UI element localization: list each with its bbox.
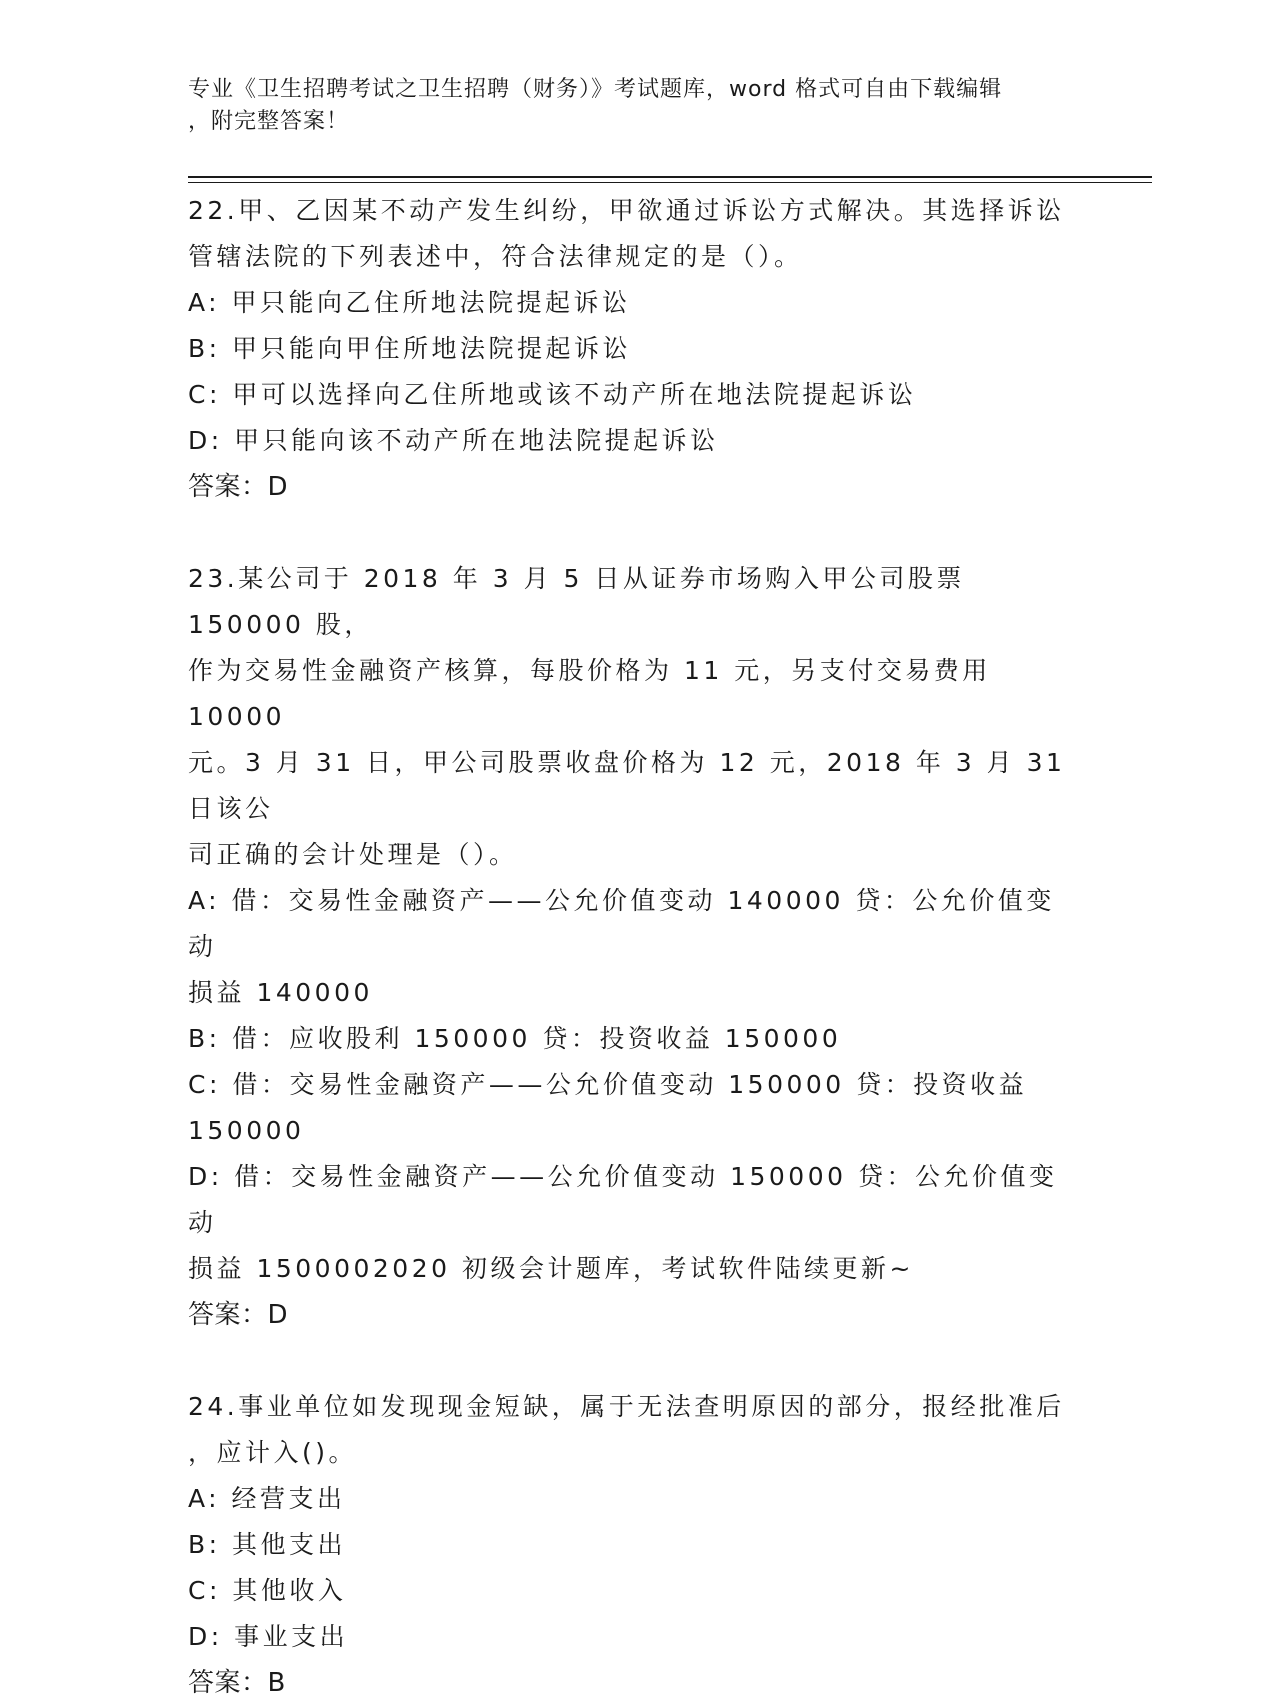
option-b: B: 其他支出 bbox=[188, 1530, 347, 1559]
header-divider-thick bbox=[188, 176, 1152, 178]
option-a: A: 经营支出 bbox=[188, 1484, 346, 1513]
header-title-line-2: ，附完整答案！ bbox=[188, 109, 350, 134]
question-stem-line: 23.某公司于 2018 年 3 月 5 日从证券市场购入甲公司股票 150000 股， bbox=[188, 564, 965, 639]
option-a: A: 借：交易性金融资产——公允价值变动 140000 贷：公允价值变动 bbox=[188, 886, 1055, 961]
option-c-continued: 150000 bbox=[188, 1116, 305, 1145]
option-d: D: 甲只能向该不动产所在地法院提起诉讼 bbox=[188, 426, 719, 455]
header-divider-thin bbox=[188, 182, 1152, 183]
question-22 bbox=[188, 188, 1068, 510]
question-stem-line: 24.事业单位如发现现金短缺，属于无法查明原因的部分，报经批准后 bbox=[188, 1392, 1065, 1421]
question-stem-line: 元。3 月 31 日，甲公司股票收盘价格为 12 元，2018 年 3 月 31 日该公 bbox=[188, 748, 1066, 823]
option-c: C: 借：交易性金融资产——公允价值变动 150000 贷：投资收益 bbox=[188, 1070, 1028, 1099]
header-title-line-1: 专业《卫生招聘考试之卫生招聘（财务）》考试题库，word 格式可自由下载编辑 bbox=[188, 77, 1003, 102]
answer-line: 答案：D bbox=[188, 472, 289, 502]
question-stem-line: 司正确的会计处理是（）。 bbox=[188, 840, 518, 869]
answer-line: 答案：D bbox=[188, 1300, 289, 1330]
option-d-continued: 损益 1500002020 初级会计题库，考试软件陆续更新~ bbox=[188, 1254, 914, 1283]
question-23 bbox=[188, 556, 1068, 1338]
question-stem-line: 管辖法院的下列表述中，符合法律规定的是（）。 bbox=[188, 242, 803, 271]
option-c: C: 甲可以选择向乙住所地或该不动产所在地法院提起诉讼 bbox=[188, 380, 917, 409]
question-list bbox=[188, 188, 1068, 1706]
question-stem-line: 22.甲、乙因某不动产发生纠纷，甲欲通过诉讼方式解决。其选择诉讼 bbox=[188, 196, 1065, 225]
question-stem-line: 作为交易性金融资产核算，每股价格为 11 元，另支付交易费用 10000 bbox=[188, 656, 991, 731]
question-stem-line: ，应计入()。 bbox=[188, 1438, 358, 1467]
option-d: D: 事业支出 bbox=[188, 1622, 349, 1651]
option-a: A: 甲只能向乙住所地法院提起诉讼 bbox=[188, 288, 631, 317]
option-a-continued: 损益 140000 bbox=[188, 978, 373, 1007]
option-d: D: 借：交易性金融资产——公允价值变动 150000 贷：公允价值变动 bbox=[188, 1162, 1058, 1237]
option-b: B: 甲只能向甲住所地法院提起诉讼 bbox=[188, 334, 632, 363]
answer-line: 答案：B bbox=[188, 1668, 286, 1698]
question-24 bbox=[188, 1384, 1068, 1706]
option-c: C: 其他收入 bbox=[188, 1576, 347, 1605]
option-b: B: 借：应收股利 150000 贷：投资收益 150000 bbox=[188, 1024, 842, 1053]
document-header bbox=[188, 74, 1068, 138]
